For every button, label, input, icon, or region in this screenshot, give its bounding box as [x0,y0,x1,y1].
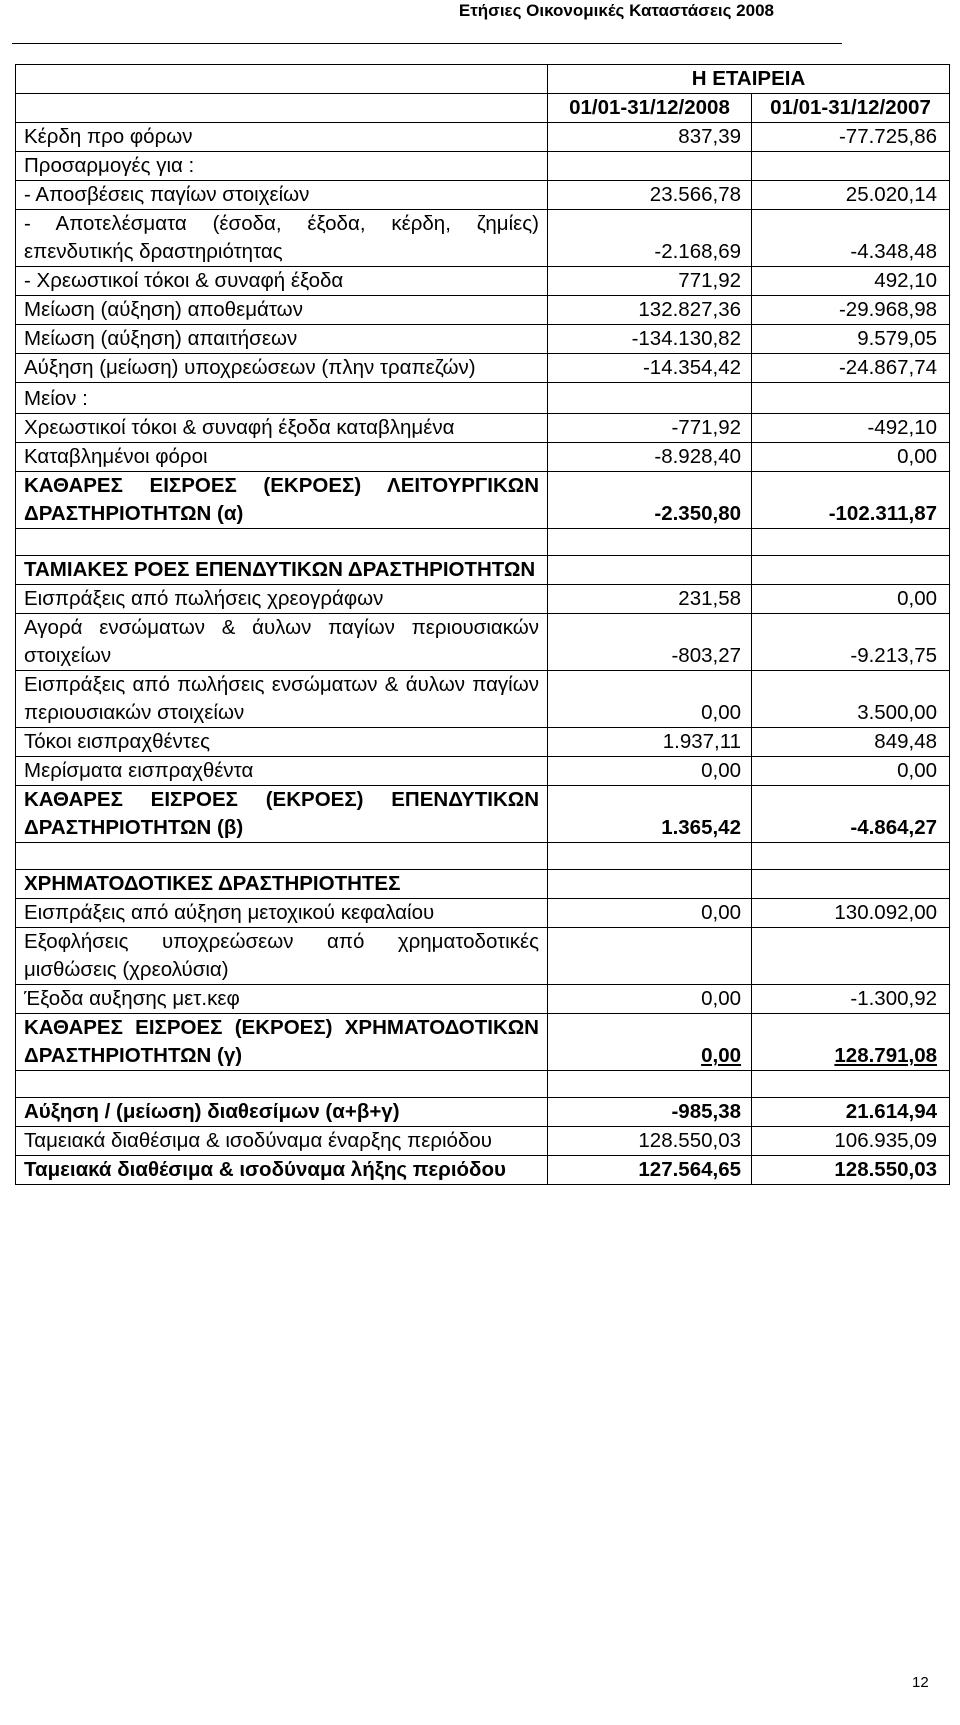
empty-cell [548,1071,752,1098]
table-row [16,556,950,585]
table-row [16,181,950,210]
value-2008: 1.365,42 [548,786,752,843]
section-heading: ΤΑΜΙΑΚΕΣ ΡΟΕΣ ΕΠΕΝΔΥΤΙΚΩΝ ΔΡΑΣΤΗΡΙΟΤΗΤΩΝ [16,556,548,585]
period-2008-header: 01/01-31/12/2008 [548,94,752,123]
row-label: Εισπράξεις από αύξηση μετοχικού κεφαλαίου [16,899,548,928]
empty-cell [752,529,950,556]
row-label: Έξοδα αυξησης μετ.κεφ [16,985,548,1014]
value-2007: 106.935,09 [752,1127,950,1156]
value-2007: 0,00 [752,443,950,472]
table-row [16,1098,950,1127]
empty-cell [16,94,548,123]
value-2007: -4.348,48 [752,210,950,267]
section-heading: ΧΡΗΜΑΤΟΔΟΤΙΚΕΣ ΔΡΑΣΤΗΡΙΟΤΗΤΕΣ [16,870,548,899]
value-2007: 25.020,14 [752,181,950,210]
table-row [16,786,950,843]
table-row [16,296,950,325]
table-row [16,928,950,985]
value-2008: 128.550,03 [548,1127,752,1156]
table-row [16,267,950,296]
row-label: - Αποτελέσματα (έσοδα, έξοδα, κέρδη, ζημίες) επενδυτικής δραστηριότητας [16,210,548,267]
value-2008 [548,928,752,985]
row-label: Μείον : [16,383,548,414]
value-2007: 9.579,05 [752,325,950,354]
header-rule [12,43,842,44]
value-2008: 0,00 [548,757,752,786]
table-row [16,614,950,671]
table-row [16,210,950,267]
value-2008: -803,27 [548,614,752,671]
empty-cell [16,1071,548,1098]
table-row [16,443,950,472]
value-2007: -1.300,92 [752,985,950,1014]
row-label: Εισπράξεις από πωλήσεις ενσώματων & άυλων παγίων περιουσιακών στοιχείων [16,671,548,728]
table-row [16,152,950,181]
row-label: Μερίσματα εισπραχθέντα [16,757,548,786]
row-label: Αύξηση (μείωση) υποχρεώσεων (πλην τραπεζών) [16,354,548,383]
period-2007-header: 01/01-31/12/2007 [752,94,950,123]
value-2007 [752,383,950,414]
value-2007: -492,10 [752,414,950,443]
empty-cell [16,65,548,94]
empty-cell [548,843,752,870]
table-row [16,123,950,152]
value-2008 [548,870,752,899]
value-2007: 3.500,00 [752,671,950,728]
value-2008: 1.937,11 [548,728,752,757]
value-2007: -29.968,98 [752,296,950,325]
row-label: Ταμειακά διαθέσιμα & ισοδύναμα λήξης περιόδου [16,1156,548,1185]
empty-cell [752,843,950,870]
page-number: 12 [912,1674,929,1691]
row-label: Εισπράξεις από πωλήσεις χρεογράφων [16,585,548,614]
blank-row [16,843,950,870]
table-row [16,1127,950,1156]
value-2008: -134.130,82 [548,325,752,354]
row-label: - Αποσβέσεις παγίων στοιχείων [16,181,548,210]
row-label: Αγορά ενσώματων & άυλων παγίων περιουσιακών στοιχείων [16,614,548,671]
row-label: ΚΑΘΑΡΕΣ ΕΙΣΡΟΕΣ (ΕΚΡΟΕΣ) ΕΠΕΝΔΥΤΙΚΩΝ ΔΡΑΣΤΗΡΙΟΤΗΤΩΝ (β) [16,786,548,843]
empty-cell [16,843,548,870]
table-row [16,354,950,383]
value-2007: 128.791,08 [752,1014,950,1071]
value-2008 [548,383,752,414]
table-row [16,671,950,728]
page-header-title: Ετήσιες Οικονομικές Καταστάσεις 2008 [458,1,774,20]
row-label: ΚΑΘΑΡΕΣ ΕΙΣΡΟΕΣ (ΕΚΡΟΕΣ) ΛΕΙΤΟΥΡΓΙΚΩΝ ΔΡΑΣΤΗΡΙΟΤΗΤΩΝ (α) [16,472,548,529]
row-label: Εξοφλήσεις υποχρεώσεων από χρηματοδοτικές μισθώσεις (χρεολύσια) [16,928,548,985]
table-row [16,870,950,899]
value-2008: -14.354,42 [548,354,752,383]
empty-cell [548,529,752,556]
value-2007: -4.864,27 [752,786,950,843]
value-2008: 132.827,36 [548,296,752,325]
value-2008: -985,38 [548,1098,752,1127]
row-label: - Χρεωστικοί τόκοι & συναφή έξοδα [16,267,548,296]
row-label: Μείωση (αύξηση) αποθεμάτων [16,296,548,325]
blank-row [16,1071,950,1098]
table-row [16,325,950,354]
row-label: Χρεωστικοί τόκοι & συναφή έξοδα καταβλημένα [16,414,548,443]
value-2008: -771,92 [548,414,752,443]
value-2007: 128.550,03 [752,1156,950,1185]
value-2008: 0,00 [548,899,752,928]
value-2007: 849,48 [752,728,950,757]
value-2007: 21.614,94 [752,1098,950,1127]
value-2007 [752,928,950,985]
empty-cell [16,529,548,556]
row-label: Κέρδη προ φόρων [16,123,548,152]
value-2008: 0,00 [548,671,752,728]
row-label: Ταμειακά διαθέσιμα & ισοδύναμα έναρξης περιόδου [16,1127,548,1156]
blank-row [16,529,950,556]
value-2007 [752,870,950,899]
table-row [16,472,950,529]
value-2007: -77.725,86 [752,123,950,152]
value-2007: 0,00 [752,757,950,786]
value-2008: 127.564,65 [548,1156,752,1185]
row-label: Αύξηση / (μείωση) διαθεσίμων (α+β+γ) [16,1098,548,1127]
value-2008 [548,556,752,585]
empty-cell [752,1071,950,1098]
row-label: Προσαρμογές για : [16,152,548,181]
value-2007: 130.092,00 [752,899,950,928]
table-row [16,414,950,443]
value-2008: 231,58 [548,585,752,614]
value-2007 [752,152,950,181]
company-label: Η ΕΤΑΙΡΕΙΑ [548,65,950,94]
table-row [16,899,950,928]
table-row [16,383,950,414]
value-2008: 0,00 [548,985,752,1014]
row-label: Τόκοι εισπραχθέντες [16,728,548,757]
value-2007 [752,556,950,585]
table-row [16,1014,950,1071]
value-2008 [548,152,752,181]
value-2007: -24.867,74 [752,354,950,383]
value-2008: 0,00 [548,1014,752,1071]
row-label: Μείωση (αύξηση) απαιτήσεων [16,325,548,354]
table-row [16,985,950,1014]
table-periods-row [16,94,950,123]
table-header-row [16,65,950,94]
table-row [16,757,950,786]
row-label: ΚΑΘΑΡΕΣ ΕΙΣΡΟΕΣ (ΕΚΡΟΕΣ) ΧΡΗΜΑΤΟΔΟΤΙΚΩΝ ΔΡΑΣΤΗΡΙΟΤΗΤΩΝ (γ) [16,1014,548,1071]
value-2008: 771,92 [548,267,752,296]
table-row [16,585,950,614]
value-2008: -2.168,69 [548,210,752,267]
value-2008: 837,39 [548,123,752,152]
value-2008: -8.928,40 [548,443,752,472]
row-label: Καταβλημένοι φόροι [16,443,548,472]
value-2008: 23.566,78 [548,181,752,210]
table-row [16,728,950,757]
value-2007: -9.213,75 [752,614,950,671]
table-row [16,1156,950,1185]
value-2007: -102.311,87 [752,472,950,529]
value-2007: 0,00 [752,585,950,614]
cash-flow-table [15,64,950,1185]
value-2007: 492,10 [752,267,950,296]
value-2008: -2.350,80 [548,472,752,529]
